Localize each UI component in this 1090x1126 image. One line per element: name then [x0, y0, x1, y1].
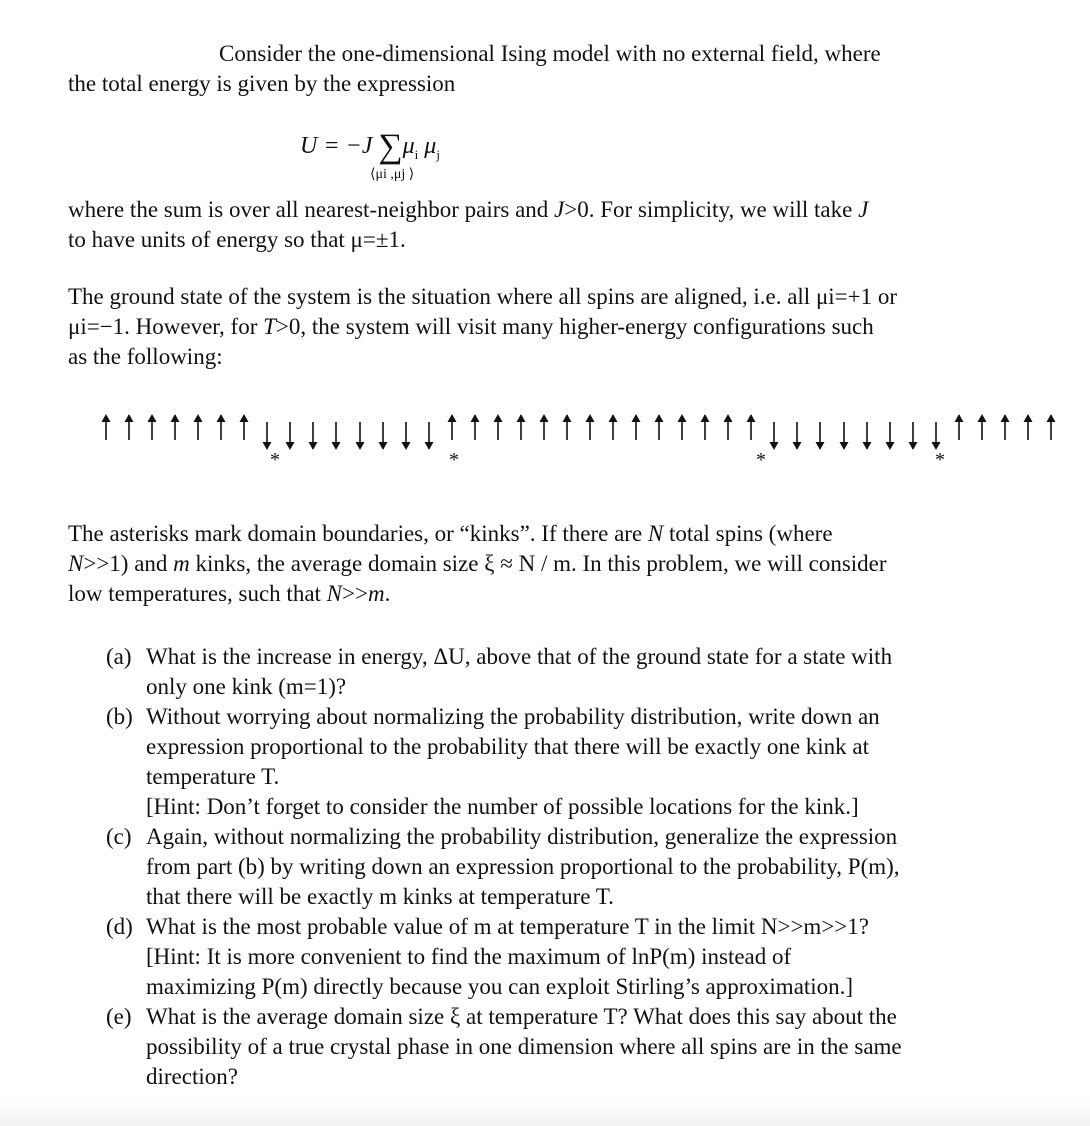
- spin-down-arrow-icon: [280, 408, 303, 448]
- kinks-line-2: [68, 549, 1008, 579]
- text-span: .: [384, 581, 391, 606]
- spin-down-arrow-icon: [373, 408, 396, 448]
- question-label: (e): [106, 1004, 132, 1029]
- intro-line-1: Consider the one-dimensional Ising model with no external field, where: [219, 41, 881, 66]
- kinks-line-1: [68, 519, 1008, 549]
- spin-up-arrow-icon: [211, 408, 234, 448]
- question-d: [106, 912, 1006, 1002]
- question-line: temperature T.: [146, 764, 280, 789]
- kinks-paragraph: [68, 519, 1008, 609]
- question-e: [106, 1002, 1006, 1092]
- question-line: What is the average domain size ξ at temperature T? What does this say about the: [146, 1004, 897, 1029]
- text-span: >>1) and: [83, 551, 174, 576]
- text-span: where the sum is over all nearest-neighbor pairs and: [68, 197, 555, 222]
- spin-down-arrow-icon: [764, 408, 787, 448]
- symbol-m: m: [173, 551, 190, 576]
- equation-sub-j: j: [436, 146, 440, 162]
- question-line: that there will be exactly m kinks at temperature T.: [146, 884, 614, 909]
- spin-up-arrow-icon: [511, 408, 534, 448]
- spin-up-arrow-icon: [695, 408, 718, 448]
- kink-marker: *: [756, 449, 766, 471]
- equation-sub-i: i: [414, 146, 419, 162]
- spin-up-arrow-icon: [580, 408, 603, 448]
- question-label: (d): [106, 914, 133, 939]
- spin-down-arrow-icon: [257, 408, 280, 448]
- text-span: kinks, the average domain size ξ ≈ N / m. In this problem, we will consider: [189, 551, 887, 576]
- spin-down-arrow-icon: [396, 408, 419, 448]
- kink-marker: *: [449, 449, 459, 471]
- question-label: (a): [106, 644, 132, 669]
- spin-up-arrow-icon: [741, 408, 764, 448]
- question-label: (c): [106, 824, 132, 849]
- text-span: >>: [342, 581, 368, 606]
- spin-down-arrow-icon: [926, 408, 949, 448]
- spin-up-arrow-icon: [718, 408, 741, 448]
- text-span: The asterisks mark domain boundaries, or “kinks”. If there are: [68, 521, 648, 546]
- spin-up-arrow-icon: [142, 408, 165, 448]
- spin-down-arrow-icon: [834, 408, 857, 448]
- spin-down-arrow-icon: [419, 408, 442, 448]
- spin-up-arrow-icon: [649, 408, 672, 448]
- equation-term-mu-1: μ: [402, 133, 415, 159]
- question-line: Without worrying about normalizing the probability distribution, write down an: [146, 704, 880, 729]
- question-line: expression proportional to the probability that there will be exactly one kink at: [146, 734, 870, 759]
- spin-down-arrow-icon: [903, 408, 926, 448]
- spin-up-arrow-icon: [1018, 408, 1041, 448]
- ground-state-line-3: as the following:: [68, 344, 223, 369]
- spin-up-arrow-icon: [96, 408, 119, 448]
- sum-symbol: ∑: [378, 128, 403, 165]
- spin-down-arrow-icon: [857, 408, 880, 448]
- question-line: What is the increase in energy, ΔU, above that of the ground state for a state with: [146, 644, 893, 669]
- ground-state-paragraph: [68, 282, 1008, 372]
- text-span: >0. For simplicity, we will take: [564, 197, 859, 222]
- ground-state-line-1: The ground state of the system is the situation where all spins are aligned, i.e. all μi=+1 or: [68, 284, 898, 309]
- text-span: μi=−1. However, for: [68, 314, 264, 339]
- spin-down-arrow-icon: [880, 408, 903, 448]
- question-line: What is the most probable value of m at temperature T in the limit N>>m>>1?: [146, 914, 869, 939]
- symbol-T: T: [263, 314, 276, 339]
- text-span: >0, the system will visit many higher-energy configurations such: [275, 314, 874, 339]
- spin-down-arrow-icon: [810, 408, 833, 448]
- sum-description-line-1: [68, 195, 1008, 225]
- spin-up-arrow-icon: [488, 408, 511, 448]
- spin-up-arrow-icon: [603, 408, 626, 448]
- symbol-N: N: [647, 521, 664, 546]
- equation-term-mu-2: μ: [424, 133, 437, 159]
- spin-configuration-diagram: [96, 408, 1064, 478]
- question-label: (b): [106, 704, 133, 729]
- spin-up-arrow-icon: [1041, 408, 1064, 448]
- spin-down-arrow-icon: [787, 408, 810, 448]
- text-span: low temperatures, such that: [68, 581, 327, 606]
- question-hint: [Hint: Don’t forget to consider the number of possible locations for the kink.]: [146, 794, 859, 819]
- symbol-m: m: [367, 581, 385, 606]
- question-line: only one kink (m=1)?: [146, 674, 347, 699]
- symbol-N: N: [68, 551, 84, 576]
- spin-down-arrow-icon: [303, 408, 326, 448]
- spin-up-arrow-icon: [626, 408, 649, 448]
- spin-up-arrow-icon: [119, 408, 142, 448]
- spin-up-arrow-icon: [672, 408, 695, 448]
- text-span: total spins (where: [663, 521, 833, 546]
- spin-up-arrow-icon: [188, 408, 211, 448]
- intro-line-2: the total energy is given by the expression: [68, 71, 456, 96]
- question-hint: [Hint: It is more convenient to find the maximum of lnP(m) instead of: [146, 944, 792, 969]
- question-line: possibility of a true crystal phase in one dimension where all spins are in the same: [146, 1034, 902, 1059]
- intro-paragraph: [68, 39, 1008, 99]
- question-hint: maximizing P(m) directly because you can exploit Stirling’s approximation.]: [146, 974, 854, 999]
- spin-up-arrow-icon: [165, 408, 188, 448]
- symbol-J: J: [554, 197, 565, 222]
- symbol-N: N: [326, 581, 343, 606]
- spin-up-arrow-icon: [234, 408, 257, 448]
- question-list: [106, 642, 1006, 1092]
- kink-marker: *: [270, 449, 280, 471]
- spin-up-arrow-icon: [949, 408, 972, 448]
- spin-up-arrow-icon: [534, 408, 557, 448]
- question-line: direction?: [146, 1064, 238, 1089]
- spin-up-arrow-icon: [442, 408, 465, 448]
- kinks-line-3: [68, 579, 1008, 609]
- spin-down-arrow-icon: [326, 408, 349, 448]
- equation-lhs: U = −J: [300, 133, 379, 159]
- question-a: [106, 642, 1006, 702]
- spin-up-arrow-icon: [557, 408, 580, 448]
- equation-sum-subscript: ⟨μi ,μj ⟩: [370, 167, 415, 182]
- question-c: [106, 822, 1006, 912]
- energy-equation: [300, 128, 520, 194]
- spin-row: [96, 408, 1064, 448]
- kink-marker: *: [935, 449, 945, 471]
- spin-up-arrow-icon: [995, 408, 1018, 448]
- spin-up-arrow-icon: [972, 408, 995, 448]
- question-line: Again, without normalizing the probability distribution, generalize the expression: [146, 824, 898, 849]
- symbol-J: J: [858, 197, 869, 222]
- sum-description-paragraph: [68, 195, 1008, 255]
- question-b: [106, 702, 1006, 822]
- page-bottom-edge: [0, 1098, 1090, 1126]
- spin-down-arrow-icon: [350, 408, 373, 448]
- sum-description-line-2: to have units of energy so that μ=±1.: [68, 227, 406, 252]
- question-line: from part (b) by writing down an expression proportional to the probability, P(m),: [146, 854, 900, 879]
- ground-state-line-2: [68, 312, 1008, 342]
- spin-up-arrow-icon: [465, 408, 488, 448]
